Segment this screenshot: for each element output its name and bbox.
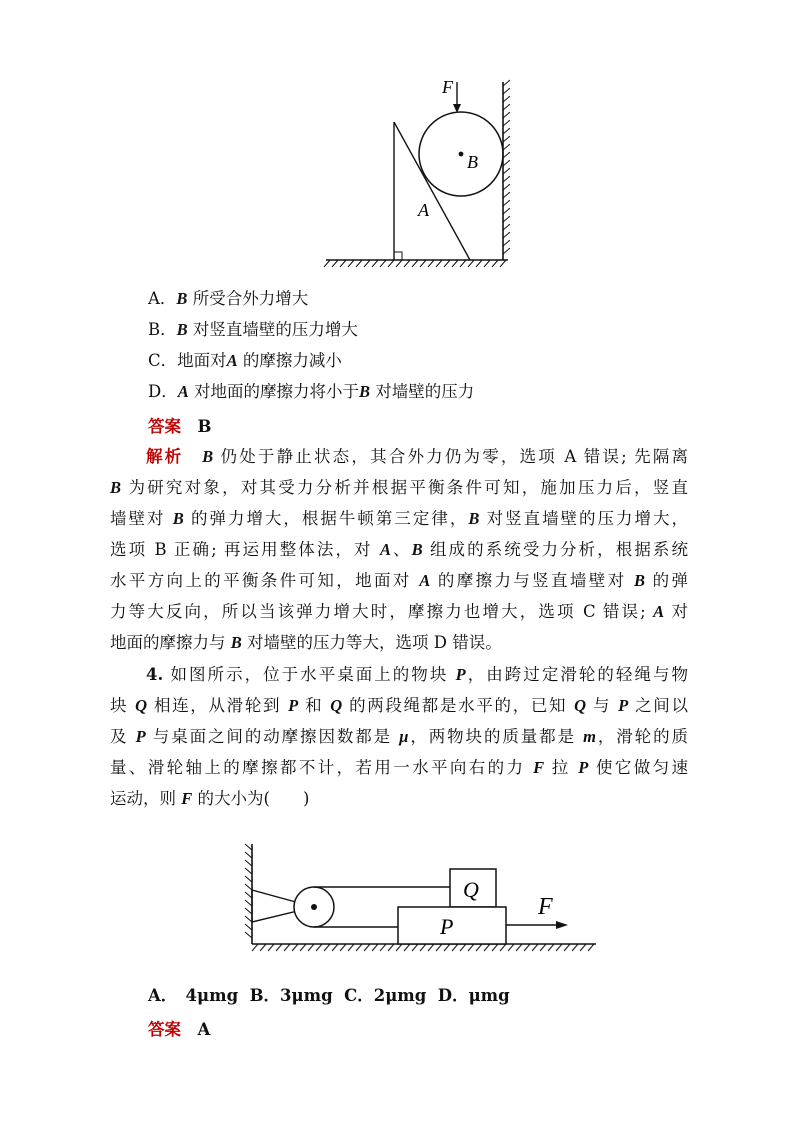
force-label: F — [442, 77, 453, 97]
option-d-var2: B — [359, 382, 371, 401]
pull-arrow-head — [556, 921, 568, 929]
q4-answer-value: A — [197, 1020, 211, 1039]
q4-option-b: B．3μmg — [249, 986, 333, 1005]
analysis-row-2: B 为研究对象，对其受力分析并根据平衡条件可知，施加压力后，竖直 — [110, 478, 688, 497]
option-d-var: A — [177, 382, 189, 401]
option-b-letter: B． — [148, 320, 177, 339]
analysis-row-5: 水平方向上的平衡条件可知，地面对 A 的摩擦力与竖直墙壁对 B 的弹 — [110, 571, 688, 590]
option-c — [148, 350, 342, 372]
analysis-row-1: 解析 B 仍处于静止状态，其合外力仍为零，选项 A 错误; 先隔离 — [146, 447, 689, 466]
option-d — [148, 381, 474, 403]
answer-label: 答案 — [148, 417, 181, 436]
ball-center-dot — [459, 152, 464, 157]
q4-row-3: 及 P 与桌面之间的动摩擦因数都是 μ，两物块的质量都是 m，滑轮的质 — [110, 727, 688, 746]
wall-hatching — [503, 80, 510, 254]
option-a-text: 所受合外力增大 — [192, 289, 309, 308]
q4-option-d: D．μmg — [437, 986, 510, 1005]
option-a — [148, 288, 308, 310]
q4-row-1: 4. 如图所示，位于水平桌面上的物块 P，由跨过定滑轮的轻绳与物 — [146, 665, 688, 684]
ground-hatching — [324, 260, 506, 267]
ground2-hatching — [252, 944, 594, 951]
analysis-row-6: 力等大反向，所以当该弹力增大时，摩擦力也增大，选项 C 错误; A 对 — [110, 602, 688, 621]
ball-label: B — [467, 152, 478, 172]
option-d-text2: 对墙壁的压力 — [375, 382, 475, 401]
figure-pulley-blocks — [216, 820, 614, 978]
option-c-text: 的摩擦力减小 — [242, 351, 342, 370]
q4-row-4: 量、滑轮轴上的摩擦都不计，若用一水平向右的力 F 拉 P 使它做匀速 — [110, 758, 688, 777]
figure-wedge-ball-svg — [318, 60, 524, 274]
block-p-label: P — [440, 914, 454, 939]
option-c-pre: 地面对 — [177, 351, 227, 370]
q4-option-a: A． 4μmg — [148, 986, 239, 1005]
block-q-label: Q — [463, 877, 479, 902]
q4-options — [148, 985, 510, 1007]
q4-option-c: C．2μmg — [344, 986, 427, 1005]
option-d-text: 对地面的摩擦力将小于 — [194, 382, 359, 401]
q4-answer-label: 答案 — [148, 1020, 181, 1039]
option-c-var: A — [226, 351, 238, 370]
q4-answer — [148, 1016, 210, 1040]
analysis-label: 解析 — [146, 447, 184, 466]
q4-row-5: 运动，则 F 的大小为( ) — [110, 789, 310, 808]
wedge-label: A — [418, 200, 429, 220]
analysis-row-3: 墙壁对 B 的弹力增大，根据牛顿第三定律，B 对竖直墙壁的压力增大， — [110, 509, 689, 528]
option-c-letter: C． — [148, 351, 178, 370]
analysis-row-4: 选项 B 正确; 再运用整体法，对 A、B 组成的系统受力分析，根据系统 — [110, 540, 688, 559]
option-d-letter: D． — [148, 382, 178, 401]
q3-answer — [148, 413, 211, 437]
right-angle-mark — [394, 252, 402, 260]
q3-analysis — [110, 441, 688, 658]
option-a-var: B — [176, 289, 188, 308]
figure-pulley-blocks-svg — [216, 820, 614, 978]
wedge-incline — [394, 122, 470, 260]
option-b-text: 对竖直墙壁的压力增大 — [192, 320, 358, 339]
q4-row-2: 块 Q 相连，从滑轮到 P 和 Q 的两段绳都是水平的，已知 Q 与 P 之间以 — [110, 696, 688, 715]
option-a-letter: A． — [148, 289, 177, 308]
wall2-hatching — [245, 844, 252, 938]
pull-force-label: F — [538, 894, 553, 920]
figure-wedge-ball — [318, 60, 524, 274]
answer-value: B — [197, 417, 212, 436]
option-b — [148, 319, 358, 341]
analysis-row-7: 地面的摩擦力与 B 对墙壁的压力等大，选项 D 错误。 — [110, 633, 502, 652]
option-b-var: B — [176, 320, 188, 339]
q4-stem — [110, 659, 688, 814]
pulley-axle — [311, 904, 317, 910]
